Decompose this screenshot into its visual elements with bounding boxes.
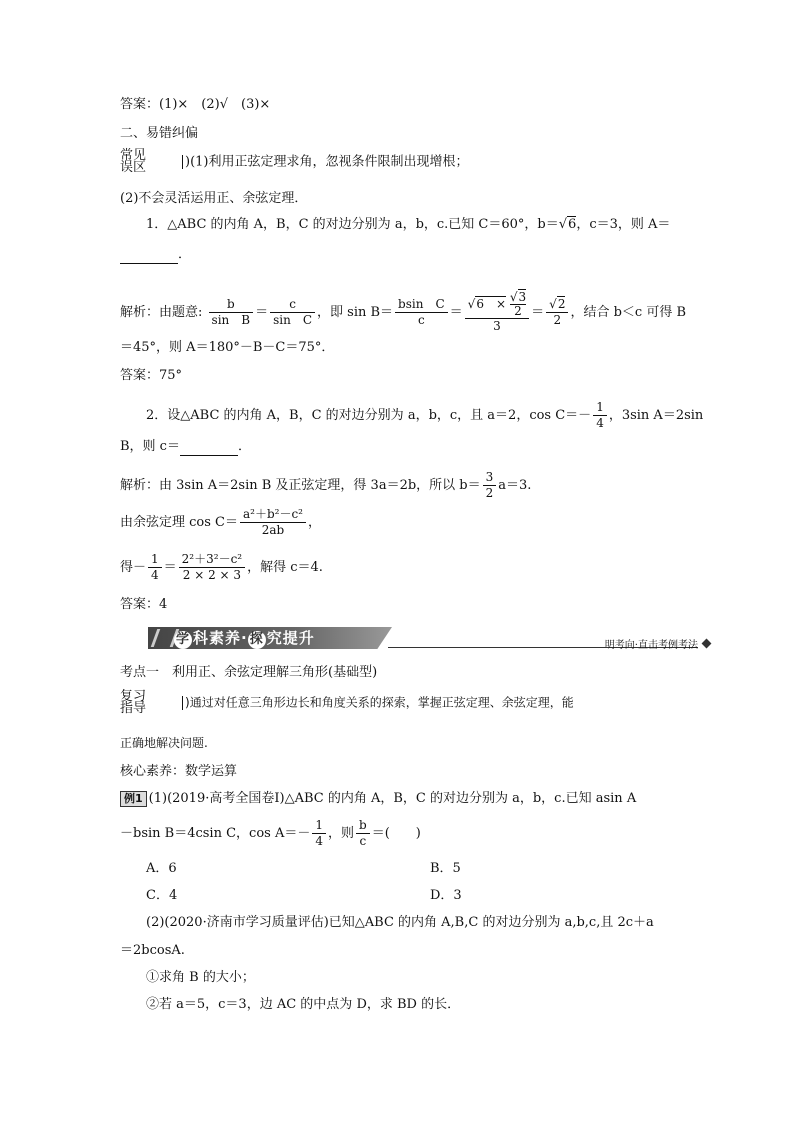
option-d: D．3 — [430, 888, 462, 903]
review-guide-line2: 正确地解决问题. — [120, 736, 208, 750]
q2-solution-1: 解析：由 3sin A＝2sin B 及正弦定理，得 3a＝2b，所以 b＝ $\frac{3}{2}$ a＝3. — [120, 470, 532, 500]
banner-subtitle: 明考向·直击考例考法 — [604, 640, 698, 651]
q1-answer: 答案：75° — [120, 368, 183, 383]
example1-part2-q1: ①求角 B 的大小； — [146, 970, 255, 985]
answer-blank — [180, 442, 238, 456]
option-c: C．4 — [146, 888, 178, 903]
q2-solution-2: 由余弦定理 cos C＝ $\frac{\text{a²＋b²－c²}}{2ab}$ ， — [120, 507, 322, 537]
q1-blank-line: ． — [120, 246, 191, 264]
option-b: B．5 — [430, 861, 461, 876]
example-badge: 例1 — [120, 791, 147, 807]
example1-line2: －bsin B＝4csin C，cos A＝－ $\frac{1}{4}$ ，则 $\frac{b}{c}$ ＝( ) — [120, 818, 421, 848]
common-error-line2: (2)不会灵活运用正、余弦定理． — [120, 191, 308, 206]
q2-answer: 答案：4 — [120, 597, 168, 612]
q2-stem: 2．设△ABC 的内角 A，B，C 的对边分别为 a，b，c，且 a＝2，cos C＝－ $\frac{1}{4}$ ，3sin A＝2sin — [146, 400, 704, 430]
q1-solution: 解析：由题意: $\frac{b}{\text{sin B}}$ ＝ $\frac{c}{\text{sin C}}$ ，即 sin B＝ $\frac{\text{bsin C}}{c}$ ＝ √6 × $\frac{√3}{2}$ 3 ＝ $\frac{√2}{2}$ ，结合 b＜c 可得 B — [120, 290, 687, 333]
common-error-tag: 常见 误区 — [120, 148, 147, 175]
option-a: A．6 — [146, 861, 177, 876]
q2-solution-3: 得－ $\frac{1}{4}$ ＝ $\frac{\text{2²＋3²－c²}}{2 \times 2 \times 3}$ ，解得 c＝4. — [120, 552, 323, 582]
answer-line: 答案：(1)× (2)√ (3)× — [120, 97, 271, 112]
example1-line1: 例1 (1)(2019·高考全国卷Ⅰ)△ABC 的内角 A，B，C 的对边分别为 a，b，c.已知 asin A — [120, 790, 636, 808]
review-guide-line: 复习 指导 )通过对任意三角形边长和角度关系的探索，掌握正弦定理、余弦定理，能 — [120, 689, 574, 716]
review-guide-tag: 复习 指导 — [120, 689, 147, 716]
kaodian-heading: 考点一 利用正、余弦定理解三角形(基础型) — [120, 665, 378, 680]
q1-solution-2: ＝45°，则 A＝180°－B－C＝75°． — [120, 340, 335, 355]
section-banner — [148, 625, 710, 651]
core-literacy: 核心素养：数学运算 — [120, 764, 238, 779]
section-title: 二、易错纠偏 — [120, 126, 199, 141]
example1-part2-line1: (2)(2020·济南市学习质量评估)已知△ABC 的内角 A,B,C 的对边分别为 a,b,c,且 2c＋a — [146, 915, 654, 930]
q1-stem: 1．△ABC 的内角 A，B，C 的对边分别为 a，b，c.已知 C＝60°，b＝√6，c＝3，则 A＝ — [146, 217, 671, 232]
q2-stem-2: B，则 c＝ ． — [120, 439, 251, 454]
banner-title: 学 科素养· 探 究提升 — [175, 629, 315, 647]
example1-part2-q2: ②若 a＝5，c＝3，边 AC 的中点为 D，求 BD 的长． — [146, 997, 461, 1012]
diamond-icon — [702, 639, 712, 649]
common-error-line: 常见 误区 )(1)利用正弦定理求角，忽视条件限制出现增根； — [120, 148, 469, 175]
answer-blank — [120, 250, 178, 264]
example1-part2-line2: ＝2bcosA. — [120, 943, 185, 958]
